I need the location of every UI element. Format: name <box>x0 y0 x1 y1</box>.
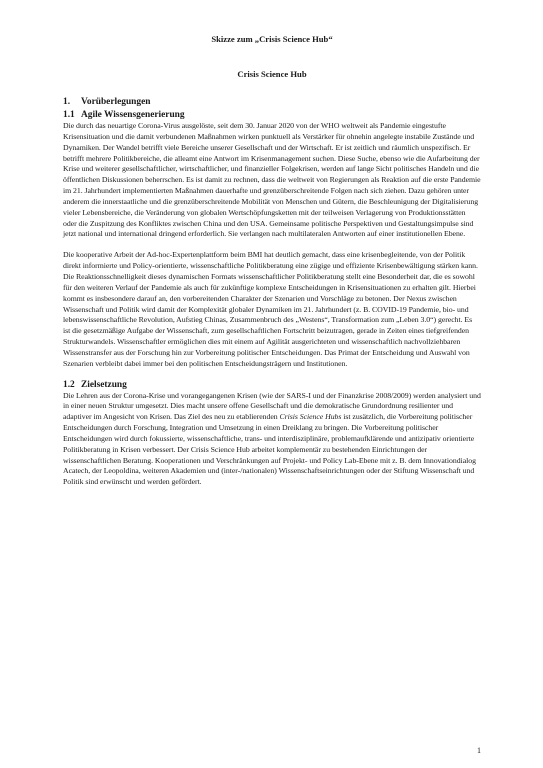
section-1-2-text-start: Die Lehren aus der Corona-Krise und vorangegangenen Krisen (wie der SARS-I und der Finanzkrise 2008/2009) werden analysiert und in einer neuen Struktur umgesetzt. Dies macht unsere offene Gesellschaft und die demokratische Grundordnung resilienter und adaptiver im Angesicht von Krisen. Das Ziel des neu zu etablierenden <box>63 390 481 422</box>
section-1-2-italic-term: Crisis Science Hubs <box>279 412 342 422</box>
section-1-1-title: Agile Wissensgenerierung <box>81 110 185 120</box>
page-number: 1 <box>477 746 481 755</box>
section-1-number: 1. <box>63 97 71 107</box>
section-1-1-heading <box>63 109 481 121</box>
section-1-2-title: Zielsetzung <box>81 379 127 390</box>
section-1-heading <box>63 96 481 108</box>
section-1-2-heading <box>63 379 481 391</box>
document-title: Crisis Science Hub <box>237 69 307 79</box>
section-1-1-paragraph-2: Die kooperative Arbeit der Ad-hoc-Expertenplattform beim BMI hat deutlich gemacht, dass eine krisenbegleitende, von der Politik direkt informierte und Policy-orientierte, wissenschaftliche Politikberatung eine zügige und effiziente Krisenbewältigung stärken kann. Die Reaktionsschnelligkeit dieses dynamischen Formats wissenschaftlicher Politikberatung stellt eine Besonderheit dar, die es sowohl für den weiteren Verlauf der Pandemie als auch für zukünftige komplexe Entscheidungen in Krisensituationen zu erhalten gilt. Hierbei kommt es insbesondere darauf an, den vorbereitenden Charakter der Szenarien und Vorschläge zu betonen. Der Nexus zwischen Wissenschaft und Politik wird damit der Komplexität globaler Dynamiken im 21. Jahrhundert (z. B. COVID-19 Pandemie, bio- und lebenswissenschaftliche Revolution, Aufstieg Chinas, Zusammenbruch des „Westens“, Transformation zum „Leben 3.0“) gerecht. Es ist die gesetzmäßige Aufgabe der Wissenschaft, zum gesellschaftlichen Fortschritt beizutragen, gerade in Zeiten eines tiefgreifenden Strukturwandels. Wissenschaftler ermöglichen dies mit einem auf Agilität ausgerichteten und wissenschaftlich nachvollziehbaren Wissenstransfer aus der Forschung hin zur Vorbereitung politischer Entscheidungen. Das Primat der Entscheidung und Auswahl von Szenarien verbleibt dabei immer bei den politischen Entscheidungsträgern und Institutionen. <box>63 250 478 368</box>
section-1-2-paragraph <box>63 391 481 489</box>
section-1-title: Vorüberlegungen <box>81 97 151 107</box>
sketch-title: Skizze zum „Crisis Science Hub“ <box>211 34 333 44</box>
section-1-2-text-end: ist zusätzlich, die Vorbereitung politischer Entscheidungen durch Forschung, Integration und Umsetzung in einen Dreiklang zu bringen. Die Vorbereitung politischer Entscheidungen wird durch fokussierte, wissenschaftliche, trans- und interdisziplinäre, problemaufklärende und antizipativ orientierte Politikberatung in Krisen verbessert. Der Crisis Science Hub arbeitet komplementär zu bestehenden Einrichtungen der wissenschaftlichen Beratung. Kooperationen und Verschränkungen auf Projekt- und Policy Lab-Ebene mit z. B. dem Innovationdialog Acatech, der Leopoldina, weiteren Akademien und (inter-/nationalen) Wissenschaftseinrichtungen oder der Stiftung Wissenschaft und Politik sind erwünscht und werden gefördert. <box>63 412 476 487</box>
section-1-1-paragraph-1: Die durch das neuartige Corona-Virus ausgelöste, seit dem 30. Januar 2020 von der WHO weltweit als Pandemie eingestufte Krisensituation und die damit verbundenen Maßnahmen wirken punktuell als Verstärker für ohnehin angelegte instabile Zustände und Dynamiken. Der Wandel betrifft viele Bereiche unserer Gesellschaft und der Wirtschaft. Er ist zeitlich und räumlich unspezifisch. Er betrifft mehrere Politikbereiche, die alleamt eine Antwort im Krisenmanagement suchen. Diese Suche, ebenso wie die Aufarbeitung der Krise und weiterer gesellschaftlicher, wirtschaftlicher, und finanzieller Folgekrisen, werden auf lange Sicht politisches Handeln und die öffentlichen Diskussionen beherrschen. Es ist damit zu rechnen, dass die weltweit von Regierungen als Reaktion auf die erste Pandemie im 21. Jahrhundert implementierten Maßnahmen dauerhafte und grenzüberschreitende Folgen nach sich ziehen. Dazu gehören unter anderem die innerstaatliche und die grenzüberschreitende Mobilität von Menschen und Gütern, die Beschleunigung der Digitalisierung vieler Lebensbereiche, die Veränderung von globalen Wertschöpfungsketten mit der teilweisen Verlagerung von Produktionsstätten oder die Zuspitzung des Konfliktes zwischen China und den USA. Gemeinsame politische Perspektiven und Gestaltungsimpulse sind jetzt national und international dringend erforderlich. Sie verlangen nach multilateralen Antworten auf einer institutionellen Ebene. <box>63 121 481 239</box>
section-1-1-number: 1.1 <box>63 110 75 120</box>
section-1-2-number: 1.2 <box>63 379 75 390</box>
